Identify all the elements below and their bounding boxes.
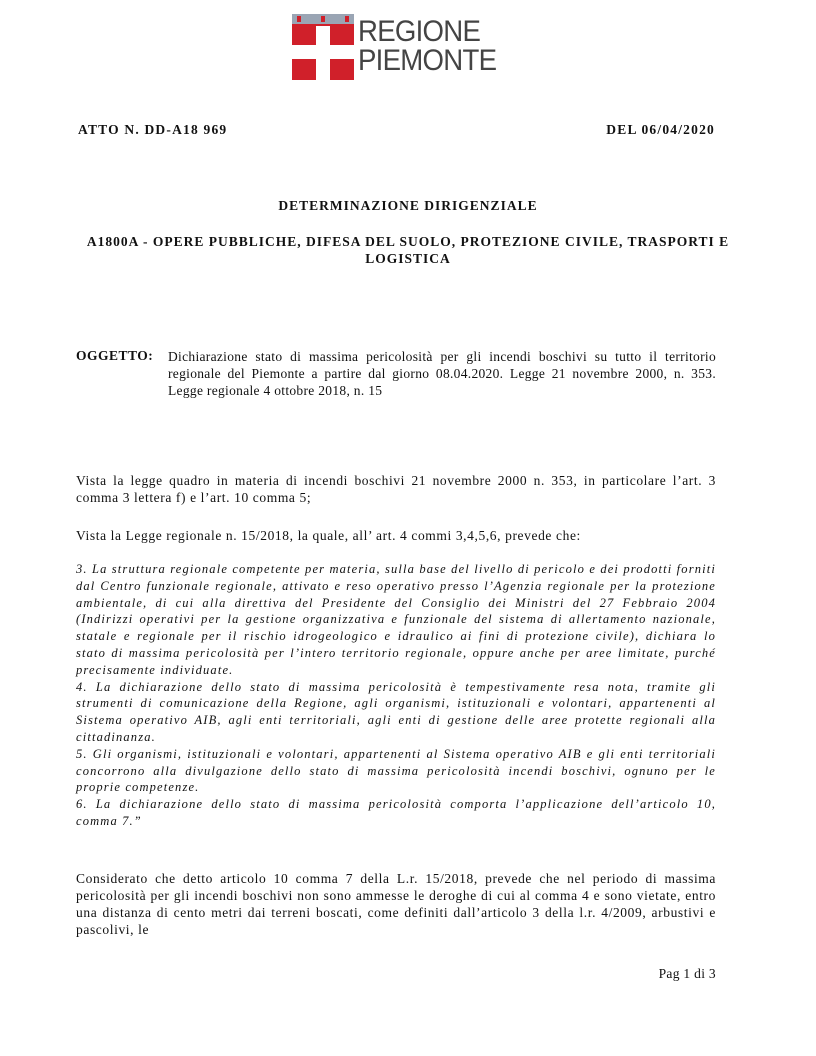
atto-date: DEL 06/04/2020 [606,122,715,137]
quoted-law-excerpt [76,561,716,830]
logo-line-2: PIEMONTE [358,44,497,77]
quote-paragraph-5: 5. Gli organismi, istituzionali e volontari, appartenenti al Sistema operativo AIB e gli enti territoriali concorrono alla divulgazione dello stato di massima pericolosità incendi boschivi, ognuno per le proprie competenze. [76,746,716,795]
paragraph-vista-legge-regionale: Vista la Legge regionale n. 15/2018, la quale, all’ art. 4 commi 3,4,5,6, prevede che: [76,528,581,543]
oggetto-text: Dichiarazione stato di massima pericolosità per gli incendi boschivi su tutto il territorio regionale del Piemonte a partire dal giorno 08.04.2020. Legge 21 novembre 2000, n. 353. Legge regionale 4 ottobre 2018, n. 15 [168,349,716,398]
department-heading: A1800A - OPERE PUBBLICHE, DIFESA DEL SUOLO, PROTEZIONE CIVILE, TRASPORTI E LOGISTICA [86,234,730,266]
quote-paragraph-6: 6. La dichiarazione dello stato di massima pericolosità comporta l’applicazione dell’articolo 10, comma 7.” [76,797,716,828]
oggetto-label: OGGETTO: [76,348,154,363]
atto-number: ATTO N. DD-A18 969 [78,122,228,137]
page-number: Pag 1 di 3 [658,966,716,981]
regione-piemonte-logo [292,14,506,82]
paragraph-considerato: Considerato che detto articolo 10 comma 7 della L.r. 15/2018, prevede che nel periodo di massima pericolosità per gli incendi boschivi non sono ammesse le deroghe di cui al comma 4 e sono vietate, entro una distanza di cento metri dai terreni boscati, come definiti dall’articolo 3 della l.r. 4/2009, arbustivi e pascolivi, le [76,871,716,937]
document-type-heading: DETERMINAZIONE DIRIGENZIALE [278,198,538,213]
quote-paragraph-4: 4. La dichiarazione dello stato di massima pericolosità è tempestivamente resa nota, tramite gli strumenti di comunicazione della Regione, agli organismi, istituzionali e volontari, appartenenti al Sistema operativo AIB, agli enti territoriali, agli enti di gestione delle aree protette regionali alla cittadinanza. [76,679,716,744]
logo-wordmark [358,17,496,75]
quote-paragraph-3: 3. La struttura regionale competente per materia, sulla base del livello di pericolo e dei prodotti forniti dal Centro funzionale regionale, attivato e reso operativo presso l’Agenzia regionale per la protezione ambientale, di cui alla direttiva del Presidente del Consiglio dei Ministri del 27 Febbraio 2004 (Indirizzi operativi per la gestione organizzativa e funzionale del sistema di allertamento nazionale, statale e regionale per il rischio idrogeologico e idraulico ai fini di protezione civile), dichiara lo stato di massima pericolosità per l’intero territorio regionale, oppure anche per aree limitate, purché precisamente individuate. [76,562,716,677]
logo-line-1: REGIONE [358,15,481,48]
paragraph-vista-legge-quadro: Vista la legge quadro in materia di incendi boschivi 21 novembre 2000 n. 353, in particolare l’art. 3 comma 3 lettera f) e l’art. 10 comma 5; [76,473,716,505]
piemonte-coat-of-arms-icon [292,14,354,80]
